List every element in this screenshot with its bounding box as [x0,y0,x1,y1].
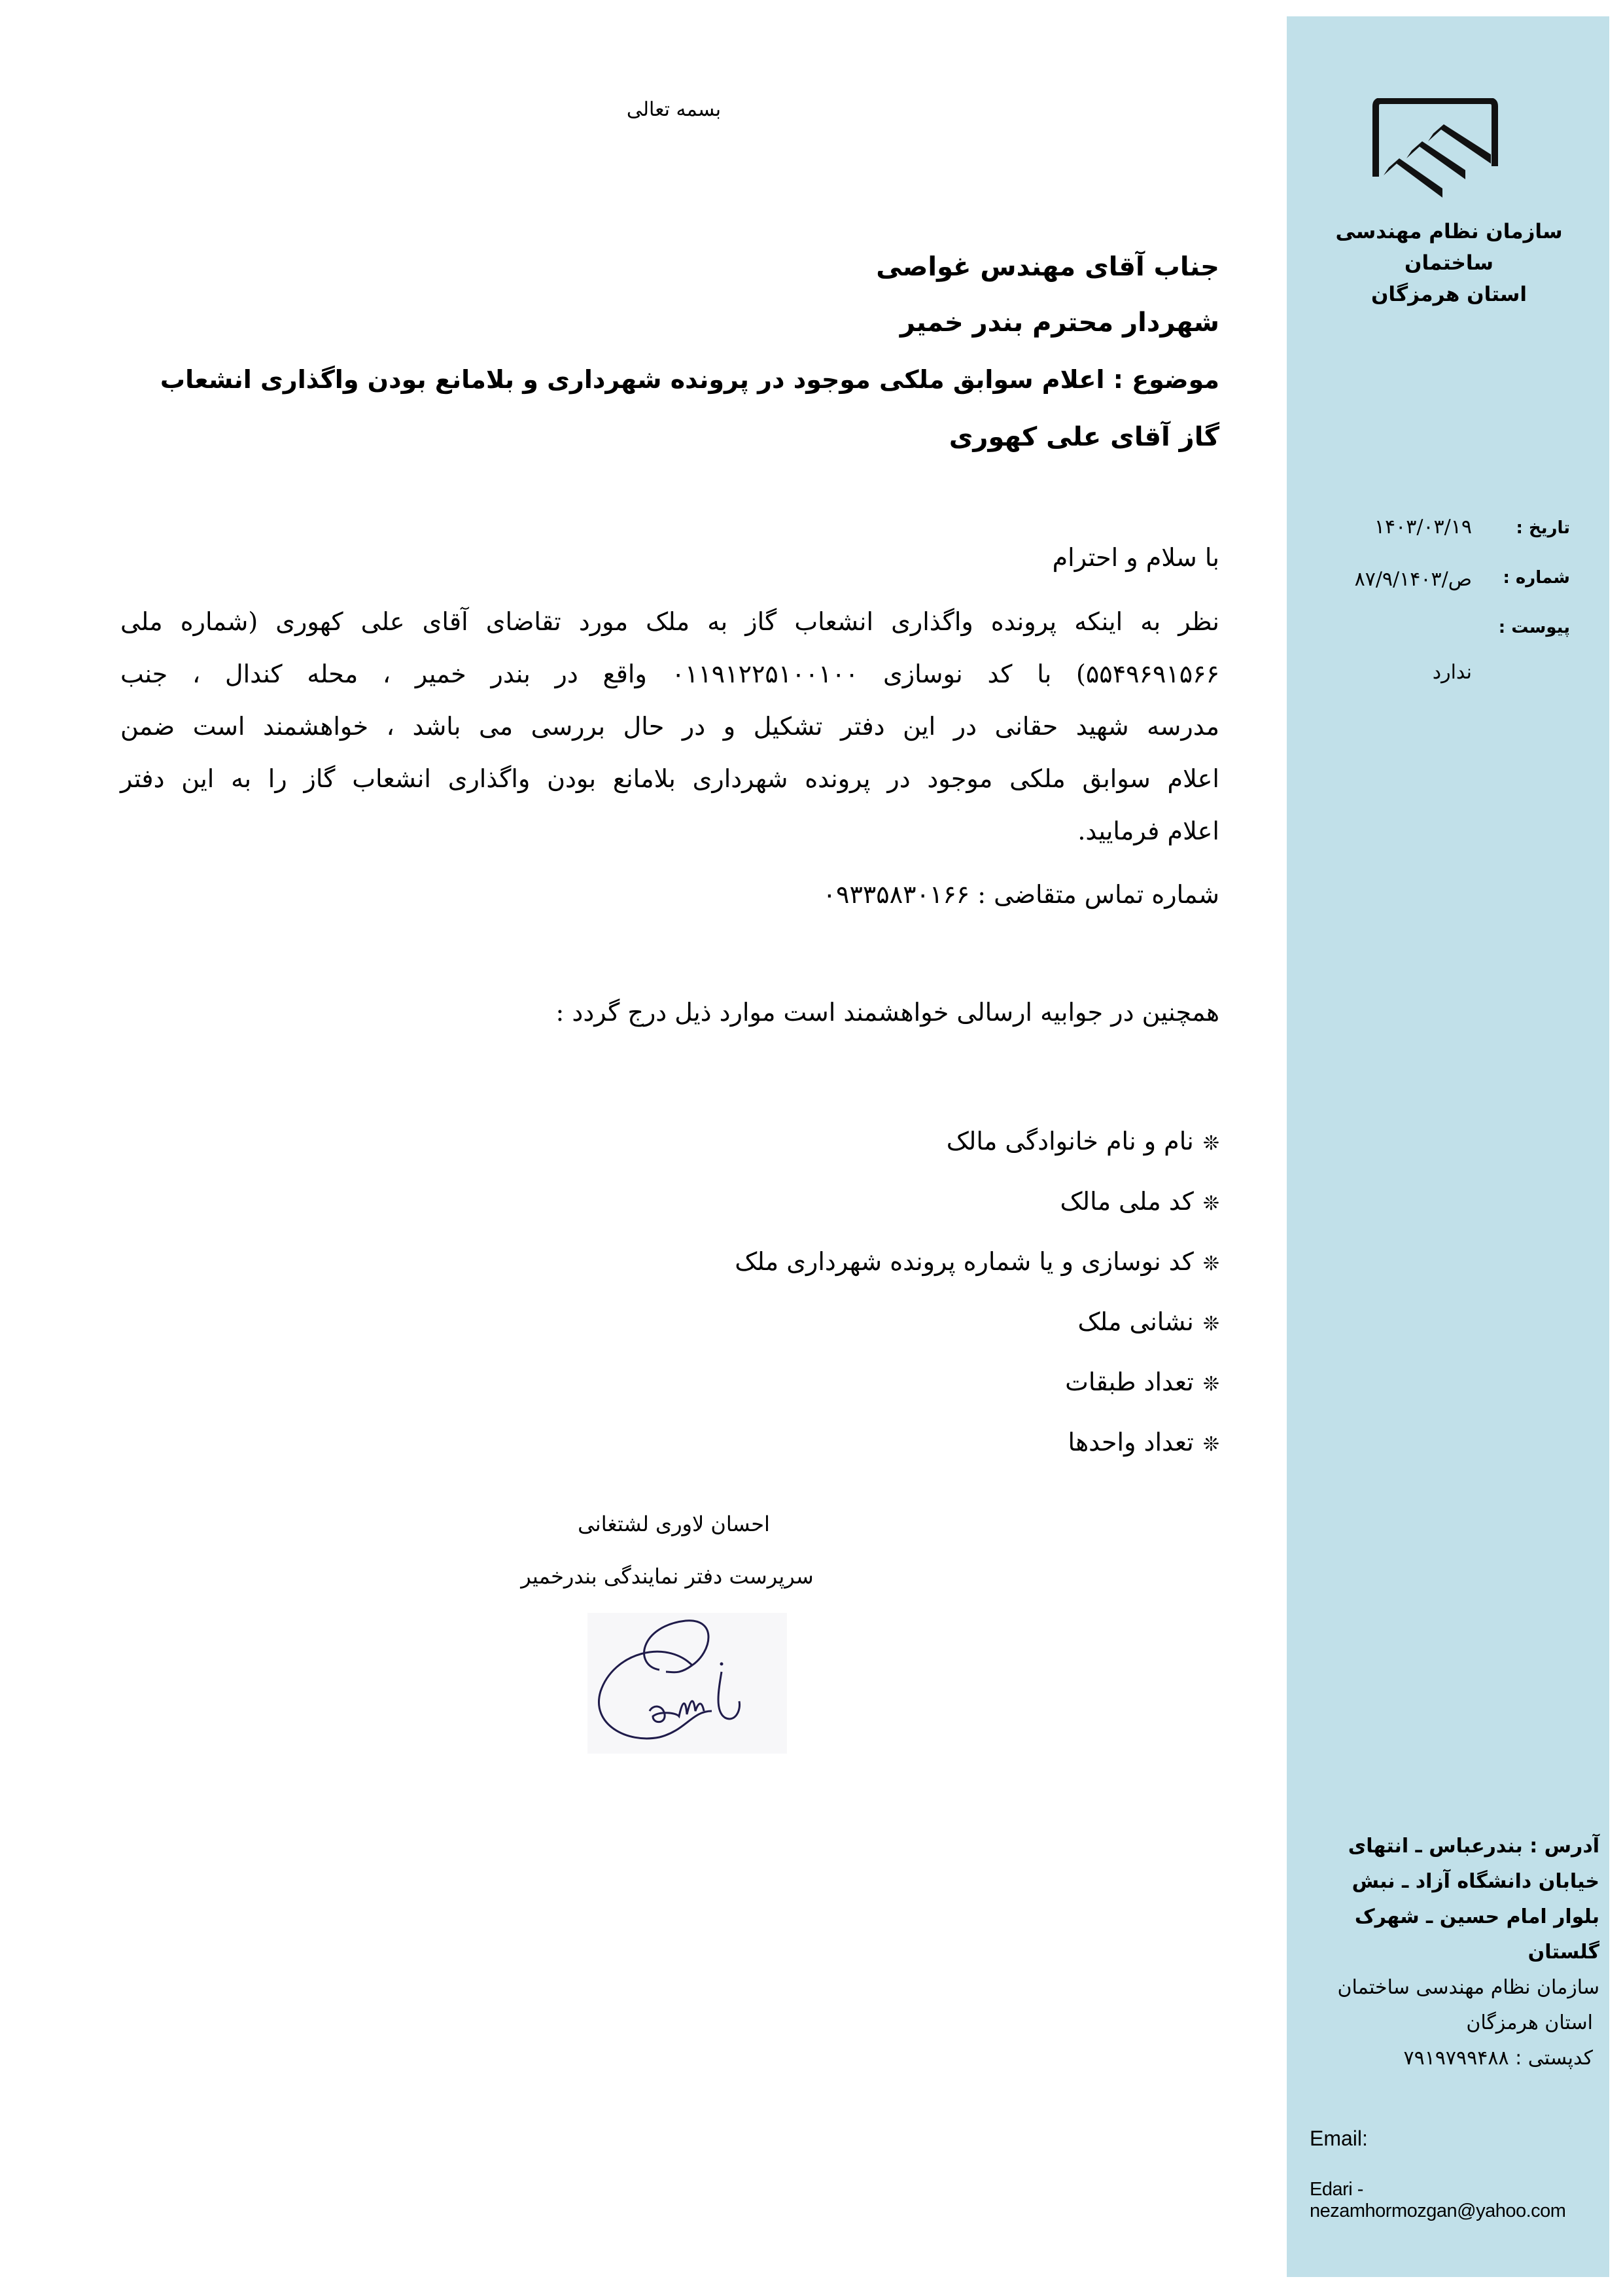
body-line: اعلام سوابق ملکی موجود در پرونده شهرداری بلامانع بودن واگذاری انشعاب گاز را به این دفتر [120,764,1219,793]
organization-name-line2: استان هرمزگان [1370,283,1527,306]
address-block [1302,1829,1599,2076]
body-line: مدرسه شهید حقانی در این دفتر تشکیل و در حال بررسی می باشد ، خواهشمند است ضمن [120,712,1219,741]
applicant-contact-number: شماره تماس متقاضی : ۰۹۳۳۵۸۳۰۱۶۶ [822,880,1219,909]
subject-line1: موضوع : اعلام سوابق ملکی موجود در پرونده شهرداری و بلامانع بودن واگذاری انشعاب [160,365,1219,394]
signer-title: سرپرست دفتر نمایندگی بندرخمیر [521,1564,814,1589]
list-item [434,1173,1219,1233]
address-line: بلوار امام حسین ـ شهرک [1354,1905,1599,1928]
postal-code: کدپستی : ۷۹۱۹۷۹۹۴۸۸ [1403,2047,1593,2070]
list-item [434,1233,1219,1293]
list-item-text: کد نوسازی و یا شماره پرونده شهرداری ملک [735,1247,1194,1276]
asterisk-bullet-icon: ❊ [1202,1252,1219,1275]
list-item [434,1413,1219,1474]
attachment-value: ندارد [1432,661,1472,684]
email-address-link[interactable]: Edari - nezamhormozgan@yahoo.com [1310,2179,1566,2221]
email-label: Email: [1310,2127,1368,2150]
asterisk-bullet-icon: ❊ [1202,1192,1219,1215]
subject-line2: گاز آقای علی کهوری [949,422,1219,452]
body-line: نظر به اینکه پرونده واگذاری انشعاب گاز به ملک مورد تقاضای آقای علی کهوری (شماره ملی [120,607,1219,636]
recipient-line1: جناب آقای مهندس غواصی [876,252,1219,282]
greeting: با سلام و احترام [1052,543,1219,572]
list-item [434,1353,1219,1413]
address-line: آدرس : بندرعباس ـ انتهای [1348,1835,1599,1858]
asterisk-bullet-icon: ❊ [1202,1433,1219,1456]
engineering-organization-logo-icon [1370,98,1501,203]
list-item-text: کد ملی مالک [1060,1187,1194,1216]
asterisk-bullet-icon: ❊ [1202,1313,1219,1335]
recipient-line2: شهردار محترم بندر خمیر [899,308,1219,338]
number-label: شماره : [1503,568,1570,588]
bismillah-heading: بسمه تعالی [626,98,722,121]
address-line: گلستان [1527,1941,1599,1964]
signer-name: احسان لاوری لشتغانی [578,1511,770,1536]
asterisk-bullet-icon: ❊ [1202,1132,1219,1155]
attachment-label: پیوست : [1498,618,1570,637]
organization-name [1292,216,1606,310]
address-line: خیابان دانشگاه آزاد ـ نبش [1352,1870,1599,1893]
date-label: تاریخ : [1516,518,1570,538]
list-item-text: نام و نام خانوادگی مالک [946,1127,1194,1156]
list-item [434,1112,1219,1173]
list-item-text: نشانی ملک [1077,1307,1194,1336]
body-line: ۵۵۴۹۶۹۱۵۶۶) با کد نوسازی ۰۱۱۹۱۲۲۵۱۰۰۱۰۰ واقع در بندر خمیر ، محله کندال ، جنب [120,660,1219,688]
request-intro: همچنین در جوابیه ارسالی خواهشمند است موارد ذیل درج گردد : [555,998,1219,1027]
signature-scribble-icon [587,1613,787,1754]
address-line: استان هرمزگان [1466,2011,1593,2034]
body-line: اعلام فرمایید. [1077,817,1219,845]
date-value: ۱۴۰۳/۰۳/۱۹ [1374,516,1472,539]
list-item [434,1293,1219,1353]
list-item-text: تعداد واحدها [1068,1428,1194,1457]
address-line: سازمان نظام مهندسی ساختمان [1337,1976,1599,1999]
number-value: ص/۸۷/۹/۱۴۰۳ [1354,568,1472,591]
requested-items-list [434,1112,1219,1474]
asterisk-bullet-icon: ❊ [1202,1373,1219,1396]
list-item-text: تعداد طبقات [1065,1368,1194,1396]
organization-name-line1: سازمان نظام مهندسی ساختمان [1335,220,1563,275]
body-paragraph [120,595,1219,857]
handwritten-signature [587,1613,787,1754]
